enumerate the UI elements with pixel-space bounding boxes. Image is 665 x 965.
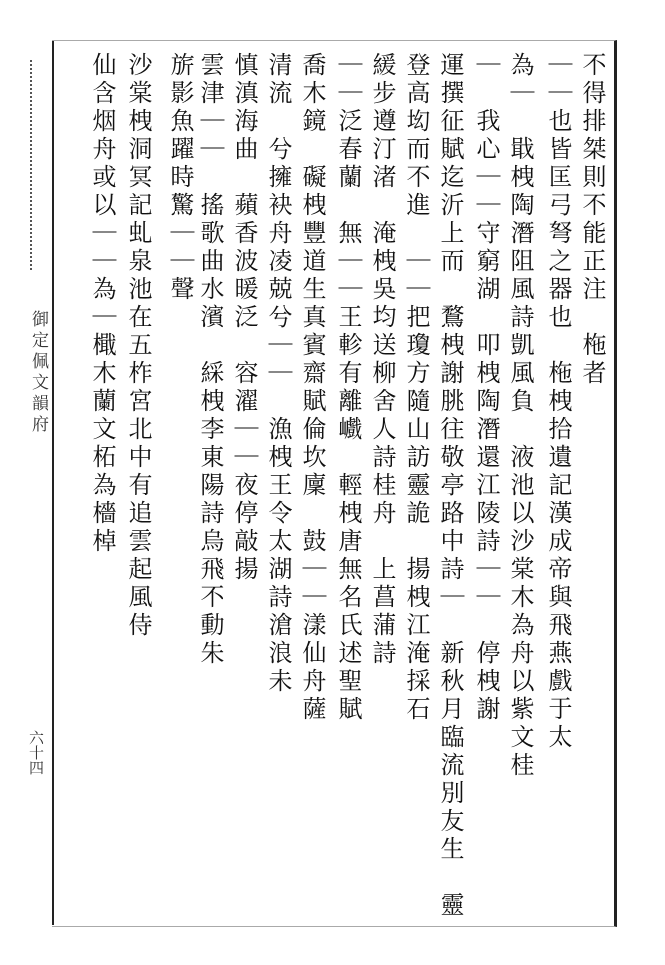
text-column: 不得排桀則不能正注 柂者: [578, 52, 606, 388]
text-column: 為｜ 戢栧陶潛阻風詩凱風負 液池以沙棠木為舟以紫文桂: [506, 52, 534, 780]
text-column: 運撰征賦迄沂上而 鶩栧謝朓往敬亭路中詩｜ 新秋月臨流別友生 靈: [436, 52, 464, 920]
text-column: ｜｜也皆匡弓弩之器也 柂栧拾遺記漢成帝與飛燕戲于太: [544, 52, 572, 752]
text-column: 喬木鏡 礙栧豐道生真賓齋賦倫坎廩 鼓｜｜漾仙舟薩: [298, 52, 326, 724]
text-column: ｜｜泛春蘭 無｜｜王軫有離巇 輕栧唐無名氏述聖賦: [334, 52, 362, 724]
page-number: 六十四: [27, 730, 45, 775]
text-column: 清流 兮擁袂舟凌兢兮｜｜ 漁栧王令太湖詩滄浪未: [264, 52, 292, 696]
text-column: ｜ 我心｜｜守窮湖 叩栧陶潛還江陵詩｜｜ 停栧謝: [472, 52, 500, 724]
text-column: 沙棠栧洞冥記虬泉池在五柞宮北中有追雲起風侍: [124, 52, 152, 640]
text-column: 仙含烟舟或以｜｜為｜檝木蘭文柘為檣棹: [88, 52, 116, 556]
text-column: 雲津｜｜ 搖歌曲水濱 綵栧李東陽詩烏飛不動朱: [196, 52, 224, 668]
text-column: 慎滇海曲 蘋香波暖泛 容濯｜｜夜停敲揚: [230, 52, 258, 584]
text-column: 緩步遵汀渚 淹栧吳均送柳舍人詩桂舟 上菖蒲詩: [368, 52, 396, 668]
text-column: 登高㘭而不進 ｜｜把瓊方隨山訪靈詭 揚栧江淹採石: [402, 52, 430, 724]
gutter-marks: [30, 60, 46, 270]
text-column: 旂影魚躍時驚｜｜聲: [166, 52, 194, 304]
book-title: 御定佩文韻府: [28, 310, 48, 436]
